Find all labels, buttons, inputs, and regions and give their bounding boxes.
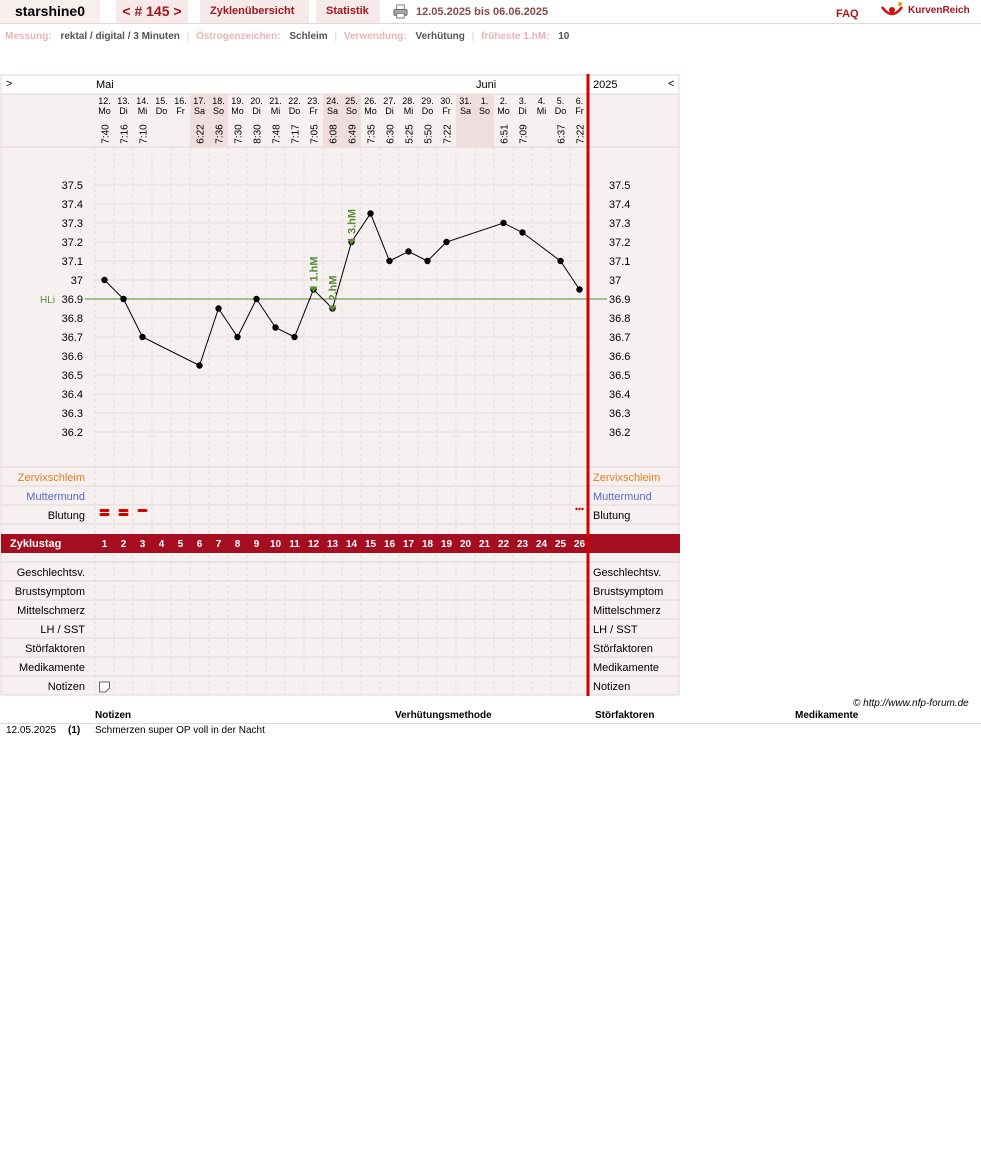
temperature-point[interactable] <box>424 258 430 264</box>
measure-time: 7:36 <box>214 124 226 144</box>
y-tick-label: 36.5 <box>61 370 83 382</box>
y-tick-label: 37.4 <box>61 199 83 211</box>
day-weekday: So <box>345 106 358 116</box>
higher-measurement-label: 2.hM <box>327 275 340 301</box>
temperature-point[interactable] <box>120 296 126 302</box>
measure-time: 7:16 <box>119 124 131 144</box>
y-tick-label-right: 36.6 <box>609 351 631 363</box>
y-tick-label: 37.3 <box>61 218 83 230</box>
row-label-zervix: Zervixschleim <box>17 472 85 484</box>
day-weekday: Mo <box>497 106 510 116</box>
day-date: 17. <box>193 96 206 106</box>
cycle-day-number: 2 <box>120 539 127 550</box>
cycle-day-number: 11 <box>289 539 300 550</box>
cycle-day-number: 1 <box>101 539 108 550</box>
row-label-right-blutung: Blutung <box>593 510 631 522</box>
y-tick-label: 37 <box>70 275 83 287</box>
day-date: 24. <box>326 96 339 106</box>
temperature-point[interactable] <box>386 258 392 264</box>
measure-time: 7:30 <box>233 124 245 144</box>
measure-time: 7:40 <box>100 124 112 144</box>
day-date: 19. <box>231 96 244 106</box>
cycle-day-number: 22 <box>497 539 510 550</box>
day-weekday: Mi <box>403 106 414 116</box>
measure-time: 6:22 <box>195 124 207 144</box>
y-tick-label: 36.2 <box>61 427 83 439</box>
col-disruptors: Störfaktoren <box>595 710 655 721</box>
day-date: 20. <box>250 96 263 106</box>
y-tick-label-right: 36.2 <box>609 427 631 439</box>
cycle-day-number: 19 <box>440 539 453 550</box>
day-date: 1. <box>480 96 489 106</box>
day-date: 29. <box>421 96 434 106</box>
measure-time: 7:17 <box>290 124 302 144</box>
temperature-point[interactable] <box>101 277 107 283</box>
cycle-day-number: 7 <box>215 539 222 550</box>
bleeding-mark <box>119 513 129 516</box>
faq-link[interactable]: FAQ <box>836 8 859 20</box>
day-weekday: Sa <box>459 106 472 116</box>
day-weekday: So <box>212 106 225 116</box>
day-date: 22. <box>288 96 301 106</box>
cycle-day-number: 26 <box>573 539 586 550</box>
note-text: Schmerzen super OP voll in der Nacht <box>95 725 265 736</box>
row-label-geschlecht: Geschlechtsv. <box>16 567 85 579</box>
measure-time: 7:09 <box>518 124 530 144</box>
measure-time: 8:30 <box>252 124 264 144</box>
cycle-day-number: 20 <box>459 539 472 550</box>
day-weekday: Di <box>119 106 128 116</box>
temperature-point[interactable] <box>215 305 221 311</box>
row-label-right-mittel: Mittelschmerz <box>593 605 661 617</box>
row-label-right-zervix: Zervixschleim <box>593 472 661 484</box>
day-date: 30. <box>440 96 453 106</box>
y-tick-label: 36.8 <box>61 313 83 325</box>
note-date: 12.05.2025 <box>6 725 57 736</box>
measure-time: 6:37 <box>556 124 568 144</box>
temperature-point[interactable] <box>500 220 506 226</box>
cycle-day-number: 15 <box>364 539 377 550</box>
measure-time: 7:22 <box>575 124 587 144</box>
cycle-day-number: 17 <box>402 539 415 550</box>
y-tick-label-right: 37.4 <box>609 199 631 211</box>
copyright: © http://www.nfp-forum.de <box>853 698 969 709</box>
coverline-label: HLi <box>40 295 56 306</box>
temperature-point[interactable] <box>557 258 563 264</box>
row-label-muttermund: Muttermund <box>26 491 85 503</box>
cycle-day-number: 5 <box>177 539 184 550</box>
day-date: 14. <box>136 96 149 106</box>
day-weekday: Do <box>421 106 434 116</box>
day-weekday: Sa <box>193 106 206 116</box>
y-tick-label-right: 36.8 <box>609 313 631 325</box>
y-tick-label-right: 36.5 <box>609 370 631 382</box>
measure-time: 5:50 <box>423 124 435 144</box>
row-label-right-brust: Brustsymptom <box>593 586 664 598</box>
nav-next-button[interactable]: < <box>668 78 675 90</box>
temperature-point[interactable] <box>443 239 449 245</box>
day-weekday: Mi <box>270 106 281 116</box>
day-date: 5. <box>556 96 565 106</box>
y-tick-label: 36.3 <box>61 408 83 420</box>
day-weekday: Mo <box>98 106 111 116</box>
temperature-point[interactable] <box>234 334 240 340</box>
row-label-medi: Medikamente <box>18 662 85 674</box>
row-label-right-geschlecht: Geschlechtsv. <box>593 567 662 579</box>
top-bar <box>0 0 981 24</box>
bleeding-mark <box>138 509 148 512</box>
row-label-right-lh: LH / SST <box>593 624 638 636</box>
day-weekday: Di <box>385 106 394 116</box>
y-tick-label-right: 36.3 <box>609 408 631 420</box>
day-date: 15. <box>155 96 168 106</box>
temperature-point[interactable] <box>253 296 259 302</box>
day-date: 3. <box>518 96 527 106</box>
y-tick-label: 36.4 <box>61 389 83 401</box>
day-date: 23. <box>307 96 320 106</box>
y-tick-label: 37.5 <box>61 180 83 192</box>
tab-statistics[interactable]: Statistik <box>316 0 380 23</box>
cycle-nav[interactable]: < # 145 > <box>116 0 188 23</box>
temperature-point[interactable] <box>139 334 145 340</box>
day-weekday: Sa <box>326 106 339 116</box>
row-label-brust: Brustsymptom <box>14 586 85 598</box>
cycle-info: Messung: rektal / digital / 3 Minuten | Östrogenzeichen: Schleim | Verwendung: Verhütung | früheste 1.hM: 10 <box>5 31 570 42</box>
info-label: Messung: <box>5 31 52 42</box>
month-label: Juni <box>476 79 497 91</box>
y-tick-label-right: 37.1 <box>609 256 631 268</box>
day-date: 27. <box>383 96 396 106</box>
cycle-day-number: 23 <box>516 539 529 550</box>
day-weekday: Fr <box>176 106 185 116</box>
row-label-right-notizen: Notizen <box>593 681 631 693</box>
y-tick-label: 36.9 <box>61 294 83 306</box>
temperature-point[interactable] <box>405 248 411 254</box>
cycle-day-number: 3 <box>139 539 146 550</box>
user-tab[interactable]: starshine0 <box>0 0 100 23</box>
cycle-day-label: Zyklustag <box>10 538 62 550</box>
info-label: früheste 1.hM: <box>481 31 550 42</box>
day-date: 21. <box>269 96 282 106</box>
row-label-lh: LH / SST <box>40 624 85 636</box>
measure-time: 6:49 <box>347 124 359 144</box>
spotting-mark <box>575 508 577 510</box>
temperature-point[interactable] <box>291 334 297 340</box>
month-label: Mai <box>96 79 114 91</box>
day-date: 13. <box>117 96 130 106</box>
date-range: 12.05.2025 bis 06.06.2025 <box>416 6 549 18</box>
row-label-right-stoer: Störfaktoren <box>593 643 653 655</box>
day-weekday: Fr <box>442 106 451 116</box>
temperature-chart[interactable] <box>0 74 681 698</box>
y-tick-label: 36.6 <box>61 351 83 363</box>
measure-time: 7:10 <box>138 124 150 144</box>
row-label-right-muttermund: Muttermund <box>593 491 652 503</box>
bleeding-mark <box>100 513 110 516</box>
cycle-day-number: 13 <box>326 539 339 550</box>
bleeding-mark <box>100 509 110 512</box>
measure-time: 6:51 <box>499 124 511 144</box>
notes-table-header <box>0 710 981 724</box>
temperature-point[interactable] <box>576 286 582 292</box>
col-medication: Medikamente <box>795 710 859 721</box>
day-weekday: Do <box>155 106 168 116</box>
day-weekday: Mo <box>364 106 377 116</box>
measure-time: 7:48 <box>271 124 283 144</box>
cycle-day-number: 12 <box>307 539 320 550</box>
info-label: Verwendung: <box>343 31 407 42</box>
y-tick-label-right: 37.2 <box>609 237 631 249</box>
measure-time: 7:05 <box>309 124 321 144</box>
y-tick-label-right: 37.5 <box>609 180 631 192</box>
y-tick-label: 36.7 <box>61 332 83 344</box>
row-label-notizen: Notizen <box>47 681 85 693</box>
higher-measurement-label: 3.hM <box>346 208 359 234</box>
spotting-mark <box>581 508 583 510</box>
info-value: 10 <box>558 31 570 42</box>
info-value: rektal / digital / 3 Minuten <box>60 31 180 42</box>
temperature-point[interactable] <box>272 324 278 330</box>
day-weekday: Mo <box>231 106 244 116</box>
day-weekday: Di <box>252 106 261 116</box>
temperature-point[interactable] <box>519 229 525 235</box>
kurvenreich-logo-icon[interactable] <box>880 1 904 19</box>
higher-measurement-label: 1.hM <box>308 256 321 282</box>
day-weekday: Di <box>518 106 527 116</box>
day-date: 4. <box>537 96 546 106</box>
y-tick-label-right: 37.3 <box>609 218 631 230</box>
cycle-day-number: 25 <box>554 539 567 550</box>
cycle-day-number: 18 <box>421 539 434 550</box>
measure-time: 7:35 <box>366 124 378 144</box>
nav-prev-button[interactable]: > <box>6 78 13 90</box>
cycle-day-number: 24 <box>535 539 548 550</box>
measure-time: 7:22 <box>442 124 454 144</box>
row-label-mittel: Mittelschmerz <box>17 605 85 617</box>
y-tick-label: 37.1 <box>61 256 83 268</box>
year-label: 2025 <box>593 79 618 91</box>
cycle-day-number: 4 <box>158 539 165 550</box>
col-method: Verhütungsmethode <box>395 710 492 721</box>
day-date: 6. <box>575 96 584 106</box>
row-label-right-medi: Medikamente <box>593 662 660 674</box>
info-label: Östrogenzeichen: <box>196 31 281 42</box>
spotting-mark <box>578 508 580 510</box>
row-label-blutung: Blutung <box>47 510 85 522</box>
print-icon[interactable] <box>393 4 408 19</box>
day-date: 28. <box>402 96 415 106</box>
bleeding-mark <box>119 509 129 512</box>
note-day-number: (1) <box>68 725 81 736</box>
day-date: 12. <box>98 96 111 106</box>
day-date: 16. <box>174 96 187 106</box>
cycle-day-number: 14 <box>345 539 358 550</box>
cycle-day-number: 9 <box>253 539 260 550</box>
temperature-point[interactable] <box>196 362 202 368</box>
info-value: Schleim <box>289 31 328 42</box>
cycle-day-number: 10 <box>269 539 282 550</box>
cycle-day-number: 21 <box>478 539 491 550</box>
measure-time: 6:30 <box>385 124 397 144</box>
measure-time: 6:08 <box>328 124 340 144</box>
y-tick-label: 37.2 <box>61 237 83 249</box>
cycle-day-number: 16 <box>383 539 396 550</box>
day-weekday: Mi <box>137 106 148 116</box>
measure-time: 5:25 <box>404 124 416 144</box>
y-tick-label-right: 36.7 <box>609 332 631 344</box>
col-notes: Notizen <box>95 710 132 721</box>
day-date: 18. <box>212 96 225 106</box>
day-weekday: Fr <box>309 106 318 116</box>
cycle-day-number: 6 <box>196 539 203 550</box>
chart-background <box>1 75 679 695</box>
day-weekday: Mi <box>536 106 547 116</box>
y-tick-label-right: 37 <box>609 275 622 287</box>
day-date: 26. <box>364 96 377 106</box>
info-value: Verhütung <box>415 31 465 42</box>
day-date: 2. <box>499 96 508 106</box>
row-label-stoer: Störfaktoren <box>25 643 85 655</box>
tab-cycle-overview[interactable]: Zyklenübersicht <box>200 0 309 23</box>
day-weekday: So <box>478 106 491 116</box>
day-date: 31. <box>459 96 472 106</box>
day-date: 25. <box>345 96 358 106</box>
temperature-point[interactable] <box>367 210 373 216</box>
day-weekday: Fr <box>575 106 584 116</box>
cycle-day-number: 8 <box>234 539 241 550</box>
day-weekday: Do <box>288 106 301 116</box>
day-weekday: Do <box>554 106 567 116</box>
y-tick-label-right: 36.4 <box>609 389 631 401</box>
y-tick-label-right: 36.9 <box>609 294 631 306</box>
logo-text: KurvenReich <box>908 5 970 16</box>
